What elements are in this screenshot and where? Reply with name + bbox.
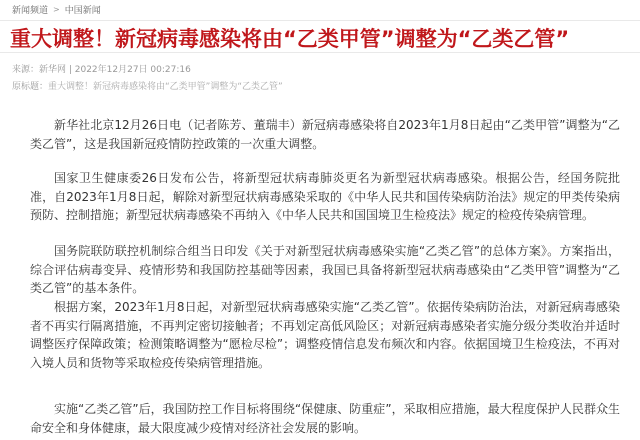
original-title-text: 重大调整！新冠病毒感染将由“乙类甲管”调整为“乙类乙管” [48, 82, 283, 92]
breadcrumb [12, 2, 101, 16]
article-paragraph: 国务院联防联控机制综合组当日印发《关于对新型冠状病毒感染实施“乙类乙管”的总体方案》。方案指出，综合评估病毒变异、疫情形势和我国防控基础等因素，我国已具备将新型冠状病毒感染由“乙类甲管”调整为“乙类乙管”的基本条件。 [30, 244, 620, 295]
article-source-line: 来源：新华网 | 2022年12月27日 00:27:16 [12, 65, 191, 75]
article-paragraph: 实施“乙类乙管”后，我国防控工作目标将围绕“保健康、防重症”，采取相应措施，最大程度保护人民群众生命安全和身体健康，最大限度减少疫情对经济社会发展的影响。 [30, 402, 620, 435]
article-paragraph: 国家卫生健康委26日发布公告，将新型冠状病毒肺炎更名为新型冠状病毒感染。根据公告，经国务院批准，自2023年1月8日起，解除对新型冠状病毒感染采取的《中华人民共和国传染病防治法》规定的甲类传染病预防、控制措施；新型冠状病毒感染不再纳入《中华人民共和国国境卫生检疫法》规定的检疫传染病管理。 [30, 171, 620, 222]
original-title-label: 原标题： [12, 82, 49, 92]
article-paragraph: 根据方案，2023年1月8日起，对新型冠状病毒感染实施“乙类乙管”。依据传染病防治法，对新冠病毒感染者不再实行隔离措施，不再判定密切接触者；不再划定高低风险区；对新冠病毒感染者实施分级分类收治并适时调整医疗保障政策；检测策略调整为“愿检尽检”；调整疫情信息发布频次和内容。依据国境卫生检疫法，不再对入境人员和货物等采取检疫传染病管理措施。 [30, 300, 620, 370]
breadcrumb-china-news[interactable]: 中国新闻 [64, 5, 101, 16]
breadcrumb-separator: > [53, 4, 60, 14]
breadcrumb-news-channel[interactable]: 新闻频道 [12, 5, 49, 16]
article-paragraph: 新华社北京12月26日电（记者陈芳、董瑞丰）新冠病毒感染将自2023年1月8日起由“乙类甲管”调整为“乙类乙管”，这是我国新冠疫情防控政策的一次重大调整。 [30, 118, 620, 151]
original-title-line [12, 79, 283, 92]
article-title: 重大调整！新冠病毒感染将由“乙类甲管”调整为“乙类乙管” [10, 27, 570, 51]
